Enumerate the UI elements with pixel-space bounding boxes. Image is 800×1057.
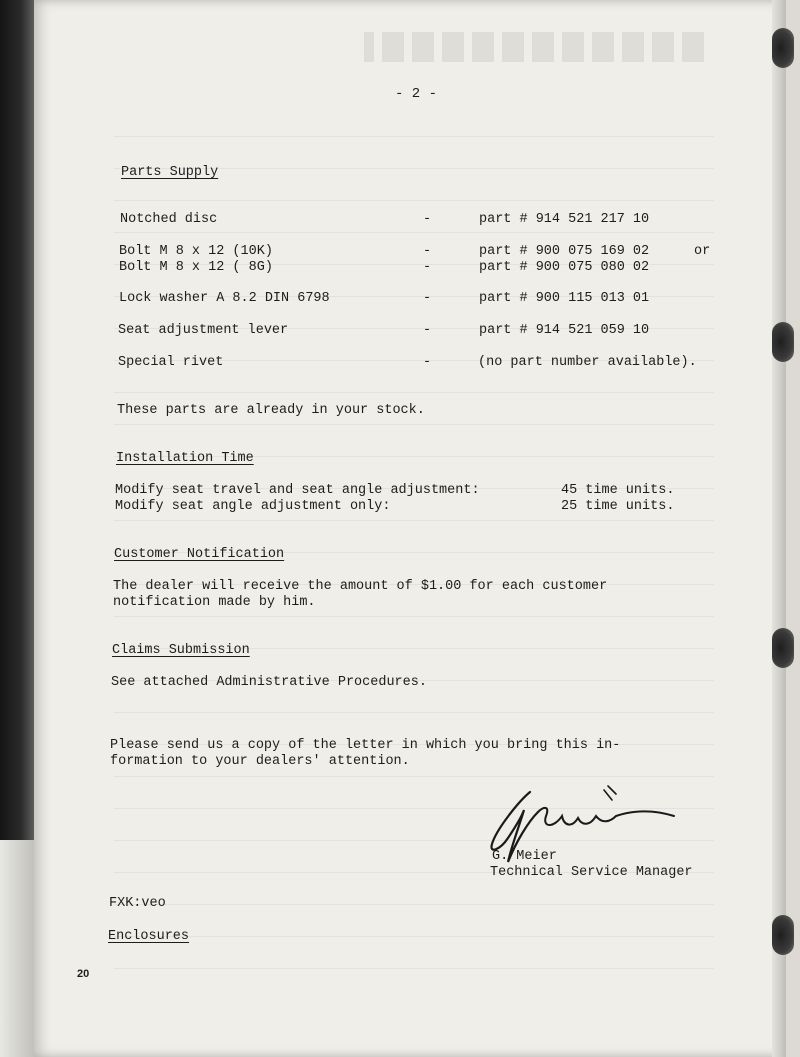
- parts-stock-note: These parts are already in your stock.: [117, 403, 425, 418]
- part-dash: -: [423, 260, 432, 275]
- page-edge: [772, 0, 786, 1057]
- part-name-bolt-10k: Bolt M 8 x 12 (10K): [119, 244, 273, 259]
- installation-row-value: 25 time units.: [561, 499, 675, 514]
- bleed-through-letterhead: [364, 32, 704, 62]
- part-name-notched-disc: Notched disc: [120, 212, 218, 227]
- part-name-seat-lever: Seat adjustment lever: [118, 323, 289, 338]
- signatory-title: Technical Service Manager: [490, 865, 693, 880]
- customer-notification-heading: Customer Notification: [114, 547, 285, 562]
- parts-supply-heading: Parts Supply: [121, 165, 219, 180]
- part-number-lock-washer: part # 900 115 013 01: [479, 291, 650, 306]
- part-dash: -: [423, 291, 432, 306]
- part-number-seat-lever: part # 914 521 059 10: [479, 323, 650, 338]
- installation-row-label: Modify seat travel and seat angle adjustment:: [115, 483, 480, 498]
- claims-submission-text: See attached Administrative Procedures.: [111, 675, 427, 690]
- part-dash: -: [423, 244, 432, 259]
- binder-hole-bottom: [772, 915, 794, 955]
- part-dash: -: [423, 212, 432, 227]
- signatory-name: G. Meier: [492, 849, 557, 864]
- page-number: - 2 -: [395, 86, 438, 102]
- footer-page-number: 20: [77, 968, 90, 980]
- binder-hole-middle: [772, 322, 794, 362]
- binder-hole-lower: [772, 628, 794, 668]
- part-number-bolt-8g: part # 900 075 080 02: [479, 260, 650, 275]
- reference-initials: FXK:veo: [109, 896, 166, 911]
- part-alternative-or: or: [694, 244, 711, 259]
- part-number-notched-disc: part # 914 521 217 10: [479, 212, 650, 227]
- part-dash: -: [423, 355, 432, 370]
- part-number-special-rivet: (no part number available).: [478, 355, 697, 370]
- installation-time-heading: Installation Time: [116, 451, 254, 466]
- part-number-bolt-10k: part # 900 075 169 02: [479, 244, 650, 259]
- part-dash: -: [423, 323, 432, 338]
- closing-paragraph: Please send us a copy of the letter in which you bring this in-: [110, 738, 621, 753]
- claims-submission-heading: Claims Submission: [112, 643, 250, 658]
- closing-paragraph: formation to your dealers' attention.: [110, 754, 410, 769]
- installation-row-label: Modify seat angle adjustment only:: [115, 499, 391, 514]
- part-name-bolt-8g: Bolt M 8 x 12 ( 8G): [119, 260, 273, 275]
- binder-hole-top: [772, 28, 794, 68]
- part-name-lock-washer: Lock washer A 8.2 DIN 6798: [119, 291, 330, 306]
- customer-notification-text: The dealer will receive the amount of $1.00 for each customer: [113, 579, 608, 594]
- enclosures-label: Enclosures: [108, 929, 190, 944]
- customer-notification-text: notification made by him.: [113, 595, 316, 610]
- scan-shadow-left: [0, 0, 38, 1057]
- installation-row-value: 45 time units.: [561, 483, 675, 498]
- part-name-special-rivet: Special rivet: [118, 355, 224, 370]
